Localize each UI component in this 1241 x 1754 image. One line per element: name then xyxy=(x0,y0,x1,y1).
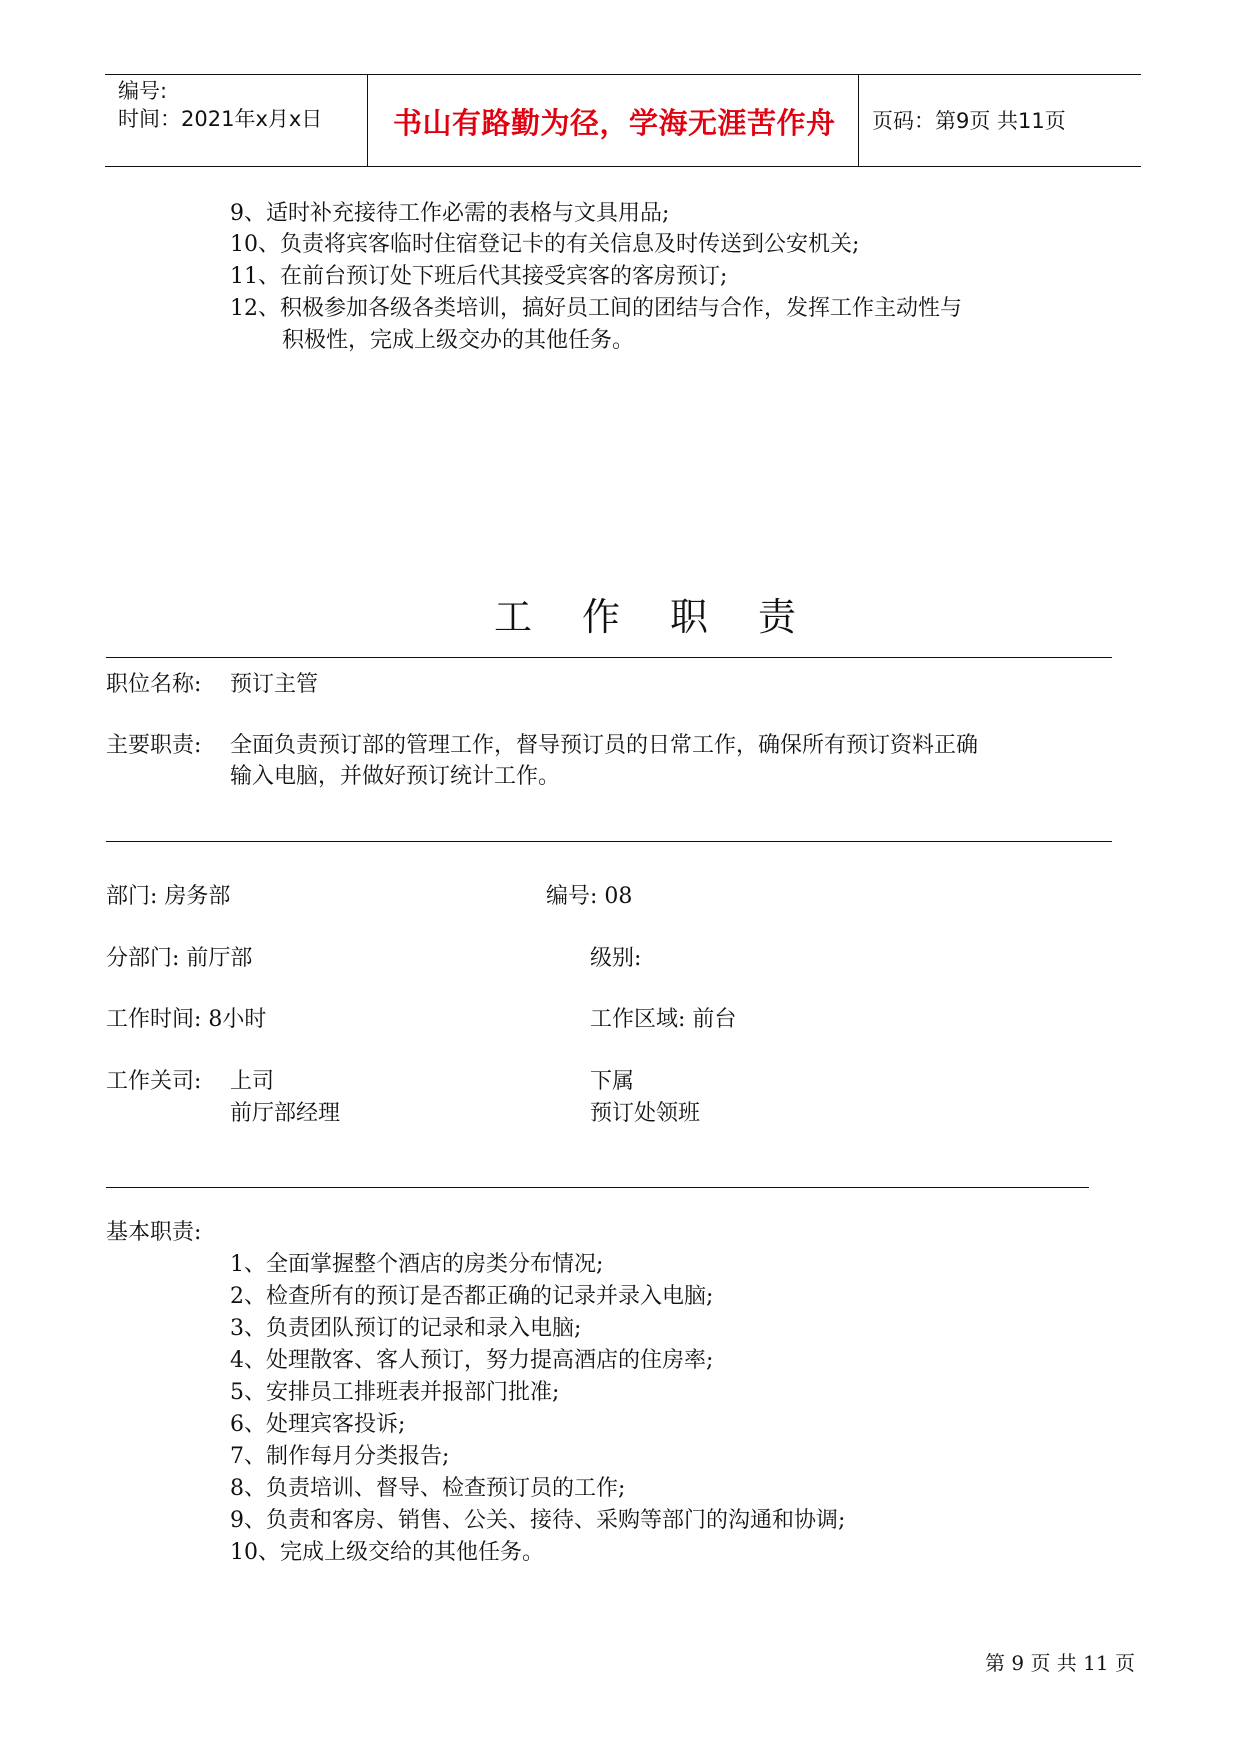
main-duty-line2: 输入电脑，并做好预订统计工作。 xyxy=(230,764,561,789)
superior-label: 上司 xyxy=(230,1069,275,1094)
list-item: 10、完成上级交给的其他任务。 xyxy=(230,1540,544,1565)
header-divider-right xyxy=(858,74,859,166)
list-item: 7、制作每月分类报告; xyxy=(230,1444,450,1469)
page-title xyxy=(494,594,796,640)
list-item: 9、负责和客房、销售、公关、接待、采购等部门的沟通和协调; xyxy=(230,1508,846,1533)
list-item: 2、检查所有的预订是否都正确的记录并录入电脑; xyxy=(230,1284,714,1309)
position-label: 职位名称: xyxy=(106,672,202,697)
position-value: 预订主管 xyxy=(230,672,319,697)
dept-field: 部门: 房务部 xyxy=(106,884,231,909)
header-bottom-rule xyxy=(105,166,1141,167)
title-rule xyxy=(106,657,1112,658)
title-char: 工 xyxy=(494,595,533,639)
list-item: 11、在前台预订处下班后代其接受宾客的客房预订; xyxy=(230,264,728,289)
list-item: 积极性，完成上级交办的其他任务。 xyxy=(282,328,635,353)
section-rule xyxy=(106,1187,1089,1188)
subordinate-value: 预订处领班 xyxy=(590,1101,701,1126)
list-item: 1、全面掌握整个酒店的房类分布情况; xyxy=(230,1252,604,1277)
title-char: 职 xyxy=(670,595,709,639)
list-item: 12、积极参加各级各类培训，搞好员工间的团结与合作，发挥工作主动性与 xyxy=(230,296,962,321)
header-number-label: 编号: xyxy=(118,79,168,103)
superior-value: 前厅部经理 xyxy=(230,1101,341,1126)
footer-page-number: 第 9 页 共 11 页 xyxy=(985,1651,1135,1675)
subordinate-label: 下属 xyxy=(590,1069,635,1094)
list-item: 10、负责将宾客临时住宿登记卡的有关信息及时传送到公安机关; xyxy=(230,232,860,257)
level-field: 级别: xyxy=(590,946,642,971)
header-motto: 书山有路勤为径，学海无涯苦作舟 xyxy=(393,106,836,140)
header-page-label: 页码：第9页 共11页 xyxy=(872,109,1066,133)
main-duty-line1: 全面负责预订部的管理工作，督导预订员的日常工作，确保所有预订资料正确 xyxy=(230,733,979,758)
title-char: 作 xyxy=(582,595,621,639)
area-field: 工作区域: 前台 xyxy=(590,1007,737,1032)
main-duty-label: 主要职责: xyxy=(106,733,202,758)
basic-duties-label: 基本职责: xyxy=(106,1220,202,1245)
section-rule xyxy=(106,841,1112,842)
list-item: 6、处理宾客投诉; xyxy=(230,1412,406,1437)
code-field: 编号: 08 xyxy=(546,884,633,909)
title-char: 责 xyxy=(758,595,797,639)
list-item: 8、负责培训、督导、检查预订员的工作; xyxy=(230,1476,626,1501)
list-item: 4、处理散客、客人预订，努力提高酒店的住房率; xyxy=(230,1348,714,1373)
list-item: 5、安排员工排班表并报部门批准; xyxy=(230,1380,560,1405)
subdept-field: 分部门: 前厅部 xyxy=(106,946,253,971)
header-time-label: 时间：2021年x月x日 xyxy=(118,107,323,131)
relation-label: 工作关司: xyxy=(106,1069,202,1094)
list-item: 9、适时补充接待工作必需的表格与文具用品; xyxy=(230,201,670,226)
header-divider-left xyxy=(367,74,368,166)
header-top-rule xyxy=(105,74,1141,75)
list-item: 3、负责团队预订的记录和录入电脑; xyxy=(230,1316,582,1341)
hours-field: 工作时间: 8小时 xyxy=(106,1007,267,1032)
